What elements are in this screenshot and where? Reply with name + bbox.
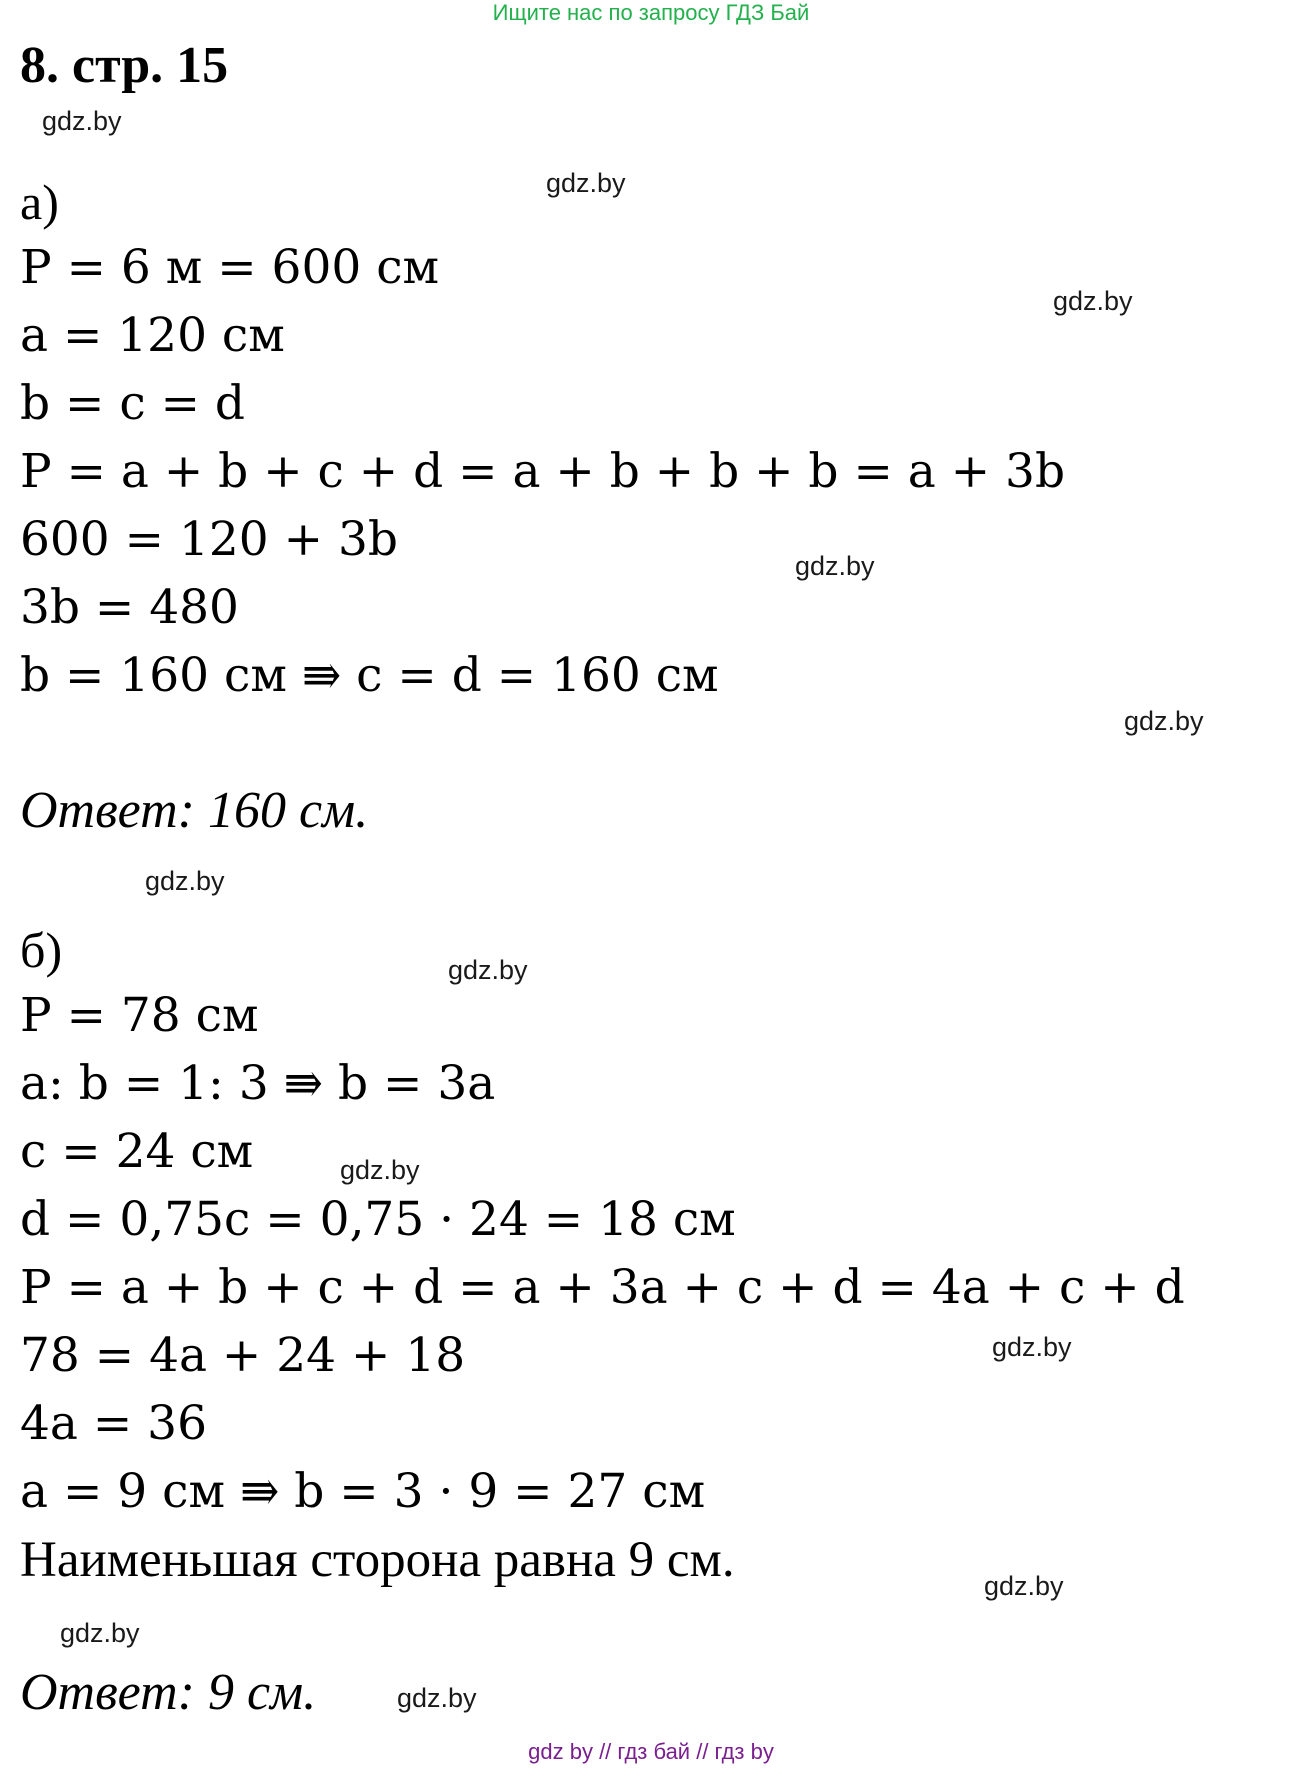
footer-links[interactable]: gdz by // гдз бай // гдз by — [528, 1739, 774, 1764]
watermark: gdz.by — [795, 551, 875, 581]
watermark: gdz.by — [448, 955, 528, 985]
solution-line: c = 24 см — [20, 1124, 254, 1179]
watermark: gdz.by — [992, 1332, 1072, 1362]
solution-line: a: b = 1: 3 ⇛ b = 3a — [20, 1056, 496, 1111]
watermark: gdz.by — [340, 1155, 420, 1185]
watermark: gdz.by — [1053, 286, 1133, 316]
solution-line: d = 0,75c = 0,75 · 24 = 18 см — [20, 1192, 736, 1247]
solution-line: b = c = d — [20, 376, 246, 431]
solution-line: P = 78 см — [20, 988, 259, 1043]
solution-line: 4a = 36 — [20, 1396, 207, 1451]
solution-line: b = 160 см ⇛ c = d = 160 см — [20, 648, 719, 703]
part-b-conclusion: Наименьшая сторона равна 9 см. — [20, 1532, 735, 1588]
solution-line: P = a + b + c + d = a + 3a + c + d = 4a + c + d — [20, 1260, 1185, 1315]
banner-search-hint: Ищите нас по запросу ГДЗ Бай — [492, 0, 810, 25]
solution-line: 600 = 120 + 3b — [20, 512, 398, 567]
solution-line: 3b = 480 — [20, 580, 239, 635]
watermark: gdz.by — [984, 1571, 1064, 1601]
solution-line: P = 6 м = 600 см — [20, 240, 440, 295]
watermark: gdz.by — [42, 106, 122, 136]
watermark: gdz.by — [397, 1683, 477, 1713]
solution-line: P = a + b + c + d = a + b + b + b = a + 3b — [20, 444, 1066, 499]
solution-line: a = 120 см — [20, 308, 285, 363]
part-a-answer: Ответ: 160 см. — [20, 782, 369, 839]
solution-line: 78 = 4a + 24 + 18 — [20, 1328, 466, 1383]
solution-line: a = 9 см ⇛ b = 3 · 9 = 27 см — [20, 1464, 706, 1519]
part-b-label: б) — [20, 922, 63, 978]
watermark: gdz.by — [1124, 706, 1204, 736]
watermark: gdz.by — [546, 168, 626, 198]
page-title: 8. стр. 15 — [20, 37, 229, 94]
part-b-answer: Ответ: 9 см. — [20, 1664, 317, 1721]
watermark: gdz.by — [60, 1618, 140, 1648]
part-a-label: а) — [20, 174, 59, 230]
watermark: gdz.by — [145, 866, 225, 896]
